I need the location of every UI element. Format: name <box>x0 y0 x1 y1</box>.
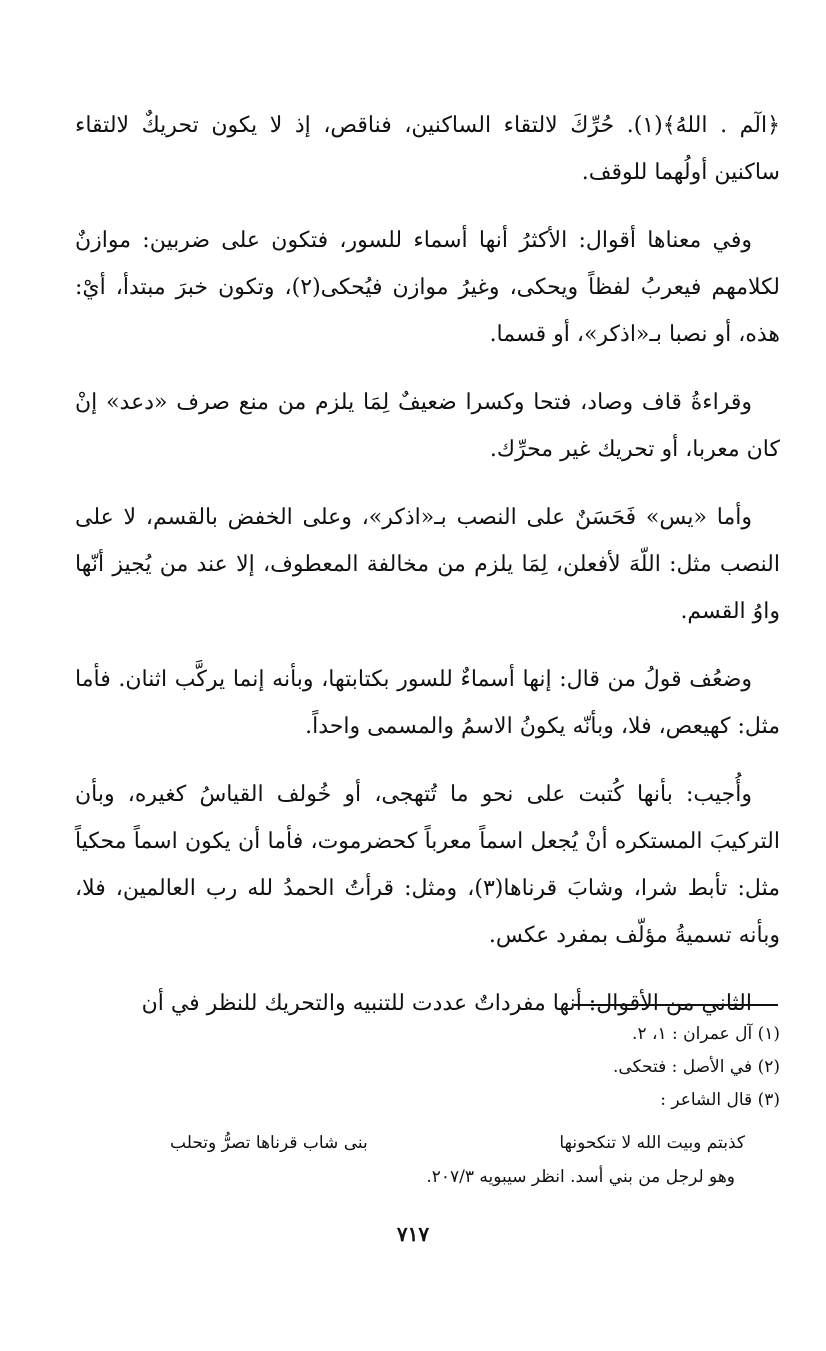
paragraph: وأما «يس» فَحَسَنٌ على النصب بـ«اذكر»، وعلى الخفض بالقسم، لا على النصب مثل: اللّهَ لأفعلن، لِمَا يلزم من مخالفة المعطوف، إلا عند من يُجيز أنّها واوُ القسم. <box>75 505 780 624</box>
paragraph: الثاني من الأقوال: أنها مفرداتٌ عددت للتنبيه والتحريك للنظر في أن <box>141 991 752 1016</box>
paragraph: وفي معناها أقوال: الأكثرُ أنها أسماء للسور، فتكون على ضربين: موازنٌ لكلامهم فيعربُ لفظاً ويحكى، وغيرُ موازن فيُحكى(٢)، وتكون خبرَ مبتدأ، أيْ: هذه، أو نصبا بـ«اذكر»، أو قسما. <box>75 228 780 347</box>
page-number: ٧١٧ <box>396 1222 430 1246</box>
verse-second-hemistich: بنى شاب قرناها تصرُّ وتحلب <box>170 1133 368 1153</box>
paragraph: وقراءةُ قاف وصاد، فتحا وكسرا ضعيفٌ لِمَا يلزم من منع صرف «دعد» إنْ كان معربا، أو تحريك غير محرِّك. <box>75 390 780 462</box>
verse-first-hemistich: كذبتم وبيت الله لا تنكحونها <box>559 1133 745 1153</box>
footnote: (٣) قال الشاعر : <box>660 1090 780 1110</box>
footnote-divider <box>574 1004 778 1006</box>
footnotes <box>150 1018 780 1117</box>
paragraph: وضعُف قولُ من قال: إنها أسماءٌ للسور بكتابتها، وبأنه إنما يركَّب اثنان. فأما مثل: كهيعص، فلا، وبأنّه يكونُ الاسمُ والمسمى واحداً. <box>75 667 780 739</box>
footnote: (٢) في الأصل : فتحكى. <box>613 1057 780 1077</box>
poetry-verse <box>170 1127 745 1160</box>
main-text <box>75 102 780 1048</box>
paragraph: وأُجيب: بأنها كُتبت على نحو ما تُتهجى، أو خُولف القياسُ كغيره، وبأن التركيبَ المستكره أنْ يُجعل اسماً معرباً كحضرموت، فأما أن يكون اسماً محكياً مثل: تأبط شرا، وشابَ قرناها(٣)، ومثل: قرأتُ الحمدُ لله رب العالمين، فلا، وبأنه تسميةُ مؤلّف بمفرد عكس. <box>75 782 780 948</box>
verse-attribution: وهو لرجل من بني أسد. انظر سيبويه ٢٠٧/٣. <box>426 1167 735 1187</box>
footnote: (١) آل عمران : ١، ٢. <box>632 1024 780 1044</box>
paragraph: ﴿الٓم . اللهُ﴾(١). حُرِّكَ لالتقاء الساكنين، فناقص، إذ لا يكون تحريكٌ لالتقاء ساكنين أولُهما للوقف. <box>75 113 780 185</box>
